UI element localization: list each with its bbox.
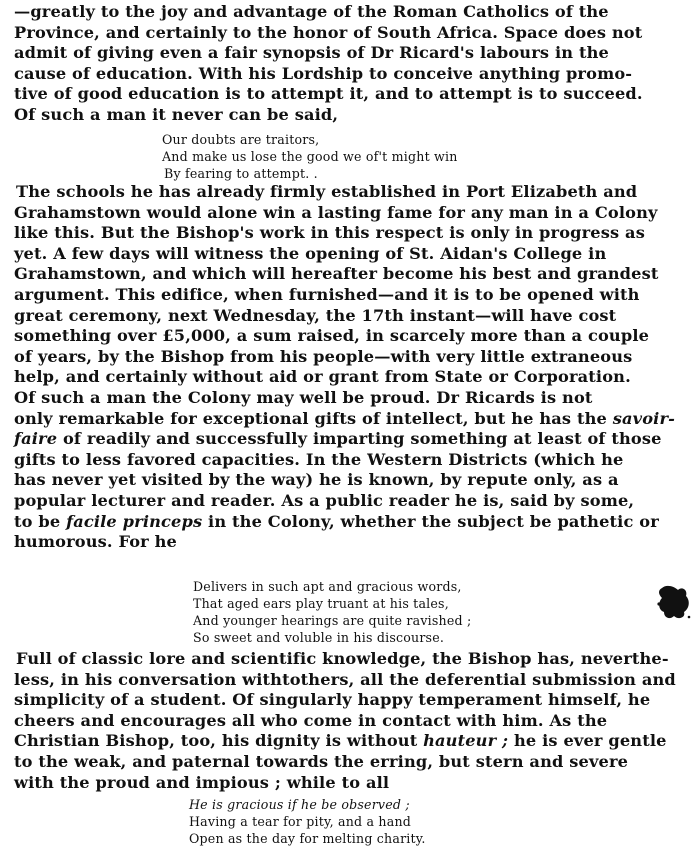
text-line: of years, by the Bishop from his people—with very little extraneous [14, 346, 633, 366]
text-line: Of such a man it never can be said, [14, 104, 339, 124]
verse-line: Our doubts are traitors, [162, 132, 320, 147]
verse-line: He is gracious if he be observed ; [189, 797, 410, 812]
text-line: great ceremony, next Wednesday, the 17th instant—will have cost [14, 305, 617, 325]
text-line: yet. A few days will witness the opening of St. Aidan's College in [14, 243, 607, 263]
text-line: with the proud and impious ; while to all [14, 772, 390, 792]
text-line: less, in his conversation withtothers, all the deferential submission and [14, 669, 676, 689]
text-line [0, 409, 696, 430]
verse-line: Delivers in such apt and gracious words, [193, 579, 462, 594]
verse-line: That aged ears play truant at his tales, [193, 596, 449, 611]
text-line: admit of giving even a fair synopsis of Dr Ricard's labours in the [14, 43, 609, 63]
text-line: Full of classic lore and scientific knowledge, the Bishop has, neverthe- [16, 649, 669, 668]
verse-line: And younger hearings are quite ravished ; [193, 613, 472, 628]
paragraph-2 [0, 182, 696, 553]
text-run: to be [14, 511, 67, 531]
text-line [0, 429, 696, 450]
verse-quote-2 [193, 578, 696, 646]
italic-phrase: faire [14, 429, 58, 449]
text-run: of readily and successfully imparting something at least of those [57, 429, 662, 449]
text-line: —greatly to the joy and advantage of the Roman Catholics of the [14, 2, 609, 21]
text-line [0, 731, 696, 752]
text-line: gifts to less favored capacities. In the Western Districts (which he [14, 449, 624, 469]
text-run: in the Colony, whether the subject be pathetic or [202, 511, 659, 531]
text-line: has never yet visited by the way) he is known, by repute only, as a [14, 470, 619, 490]
text-line: something over £5,000, a sum raised, in scarcely more than a couple [14, 326, 650, 346]
text-line: Province, and certainly to the honor of South Africa. Space does not [14, 22, 643, 42]
verse-line: And make us lose the good we of't might win [162, 149, 458, 164]
text-run: he is ever gentle [508, 731, 667, 751]
text-run: only remarkable for exceptional gifts of intellect, but he has the [14, 408, 613, 428]
text-line: popular lecturer and reader. As a public reader he is, said by some, [14, 490, 635, 510]
text-run: Christian Bishop, too, his dignity is without [14, 731, 424, 751]
italic-phrase: hauteur ; [423, 731, 509, 751]
text-line: Grahamstown would alone win a lasting fame for any man in a Colony [14, 202, 658, 222]
text-line: tive of good education is to attempt it, and to attempt is to succeed. [14, 84, 643, 104]
verse-line: So sweet and voluble in his discourse. [193, 630, 445, 645]
text-line [0, 512, 696, 533]
text-line: help, and certainly without aid or grant from State or Corporation. [14, 367, 631, 387]
text-line: Of such a man the Colony may well be proud. Dr Ricards is not [14, 387, 593, 407]
ink-blot-icon [656, 582, 692, 622]
text-line: to the weak, and paternal towards the erring, but stern and severe [14, 751, 629, 771]
text-line: cause of education. With his Lordship to conceive anything promo- [14, 63, 633, 83]
paragraph-3 [0, 649, 696, 793]
italic-phrase: facile princeps [66, 511, 203, 531]
verse-line: Open as the day for melting charity. [189, 831, 426, 846]
text-line: simplicity of a student. Of singularly happy temperament himself, he [14, 690, 651, 710]
italic-phrase: savoir- [612, 408, 676, 428]
verse-line: Having a tear for pity, and a hand [189, 814, 412, 829]
text-line: like this. But the Bishop's work in this respect is only in progress as [14, 223, 645, 243]
text-line: cheers and encourages all who come in contact with him. As the [14, 710, 608, 730]
text-line: argument. This edifice, when furnished—and it is to be opened with [14, 284, 640, 304]
text-line: humorous. For he [14, 532, 177, 552]
paragraph-1 [0, 2, 696, 126]
verse-quote-1 [162, 131, 696, 182]
verse-line: By fearing to attempt. . [164, 166, 318, 181]
verse-quote-3 [189, 796, 696, 847]
text-line: Grahamstown, and which will hereafter become his best and grandest [14, 264, 659, 284]
text-line: The schools he has already firmly established in Port Elizabeth and [16, 182, 638, 201]
